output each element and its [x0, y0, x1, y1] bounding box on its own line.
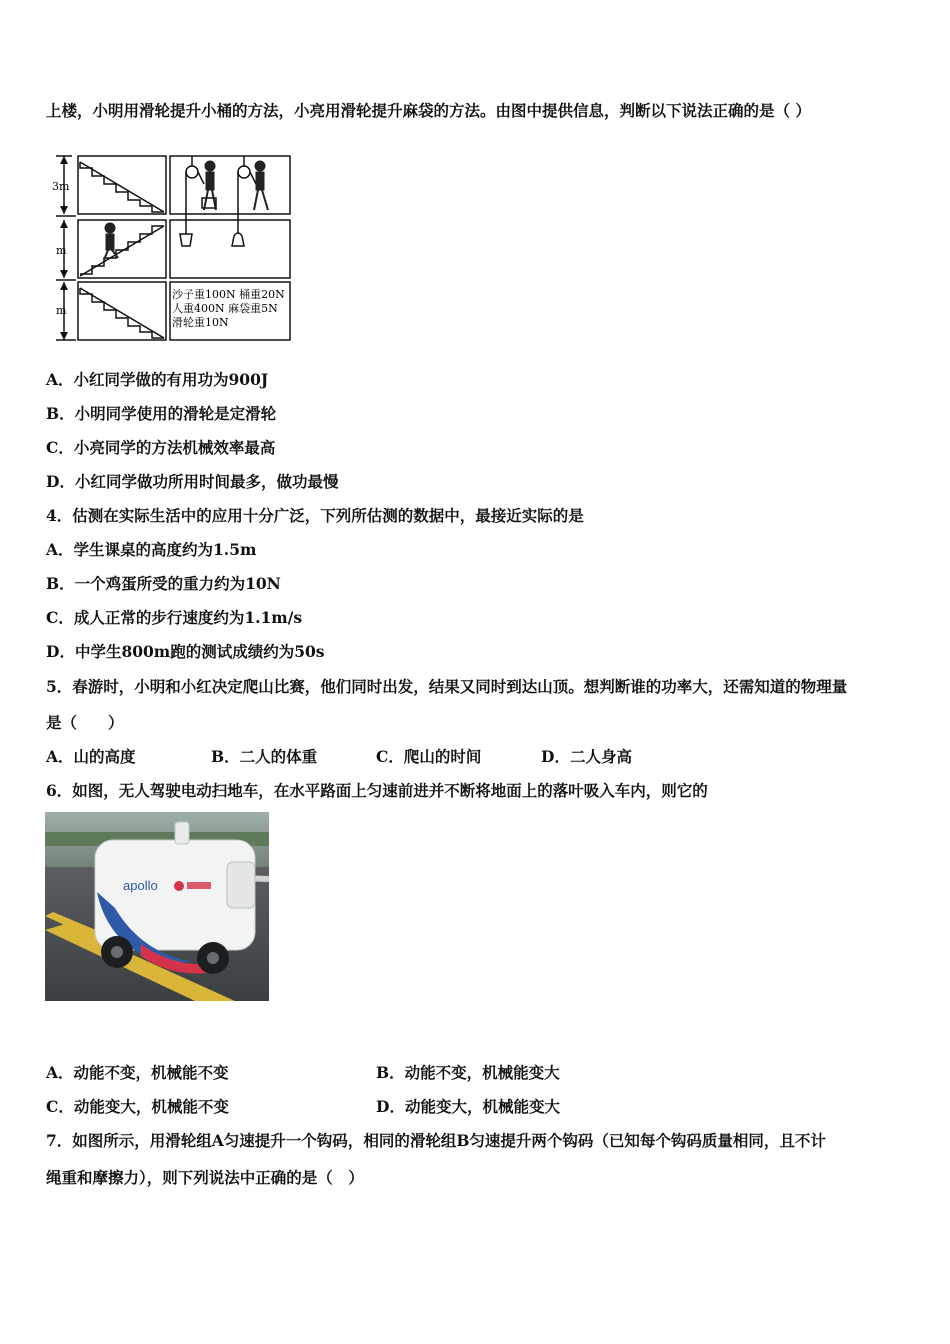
q7-stem-line1: 7．如图所示，用滑轮组A匀速提升一个钩码，相同的滑轮组B匀速提升两个钩码（已知每个钩码质量相同，且不计: [46, 1131, 826, 1150]
sweeper-robot-photo: [45, 812, 269, 1001]
q5-option-a: A．山的高度: [46, 747, 136, 766]
q4-option-a: A．学生课桌的高度约为1.5m: [46, 540, 257, 559]
q5-option-d: D．二人身高: [541, 747, 632, 766]
q3-option-b: B．小明同学使用的滑轮是定滑轮: [46, 404, 277, 423]
q6-stem: 6．如图，无人驾驶电动扫地车，在水平路面上匀速前进并不断将地面上的落叶吸入车内，则它的: [46, 781, 708, 800]
height-label-3: m: [56, 304, 67, 317]
q3-stairs-figure: [52, 154, 300, 344]
robot-logo-text: apollo: [123, 878, 158, 893]
q6-option-d: D．动能变大，机械能变大: [376, 1097, 560, 1116]
q4-option-b: B．一个鸡蛋所受的重力约为10N: [46, 574, 281, 593]
q5-stem-line2: 是（ ）: [46, 713, 124, 732]
q3-option-a: A．小红同学做的有用功为900J: [46, 370, 269, 389]
q7-stem-line2: 绳重和摩擦力），则下列说法中正确的是（ ）: [46, 1168, 364, 1187]
q6-option-b: B．动能不变，机械能变大: [376, 1063, 560, 1082]
q6-option-a: A．动能不变，机械能不变: [46, 1063, 229, 1082]
q3-stem: 上楼，小明用滑轮提升小桶的方法，小亮用滑轮提升麻袋的方法。由图中提供信息，判断以下说法正确的是（ ）: [46, 101, 811, 120]
q4-stem: 4．估测在实际生活中的应用十分广泛，下列所估测的数据中，最接近实际的是: [46, 506, 584, 525]
q5-option-b: B．二人的体重: [211, 747, 318, 766]
height-label-2: m: [56, 244, 67, 257]
q5-option-c: C．爬山的时间: [376, 747, 482, 766]
q3-option-c: C．小亮同学的方法机械效率最高: [46, 438, 276, 457]
q4-option-c: C．成人正常的步行速度约为1.1m/s: [46, 608, 303, 627]
q5-stem-line1: 5．春游时，小明和小红决定爬山比赛，他们同时出发，结果又同时到达山顶。想判断谁的功率大，还需知道的物理量: [46, 677, 848, 696]
height-label-1: 3m: [52, 180, 70, 193]
q3-option-d: D．小红同学做功所用时间最多，做功最慢: [46, 472, 339, 491]
info-line-1: 沙子重100N 桶重20N: [172, 288, 285, 301]
q6-option-c: C．动能变大，机械能不变: [46, 1097, 229, 1116]
info-line-2: 人重400N 麻袋重5N: [172, 302, 278, 315]
q4-option-d: D．中学生800m跑的测试成绩约为50s: [46, 642, 325, 661]
info-line-3: 滑轮重10N: [172, 316, 229, 329]
